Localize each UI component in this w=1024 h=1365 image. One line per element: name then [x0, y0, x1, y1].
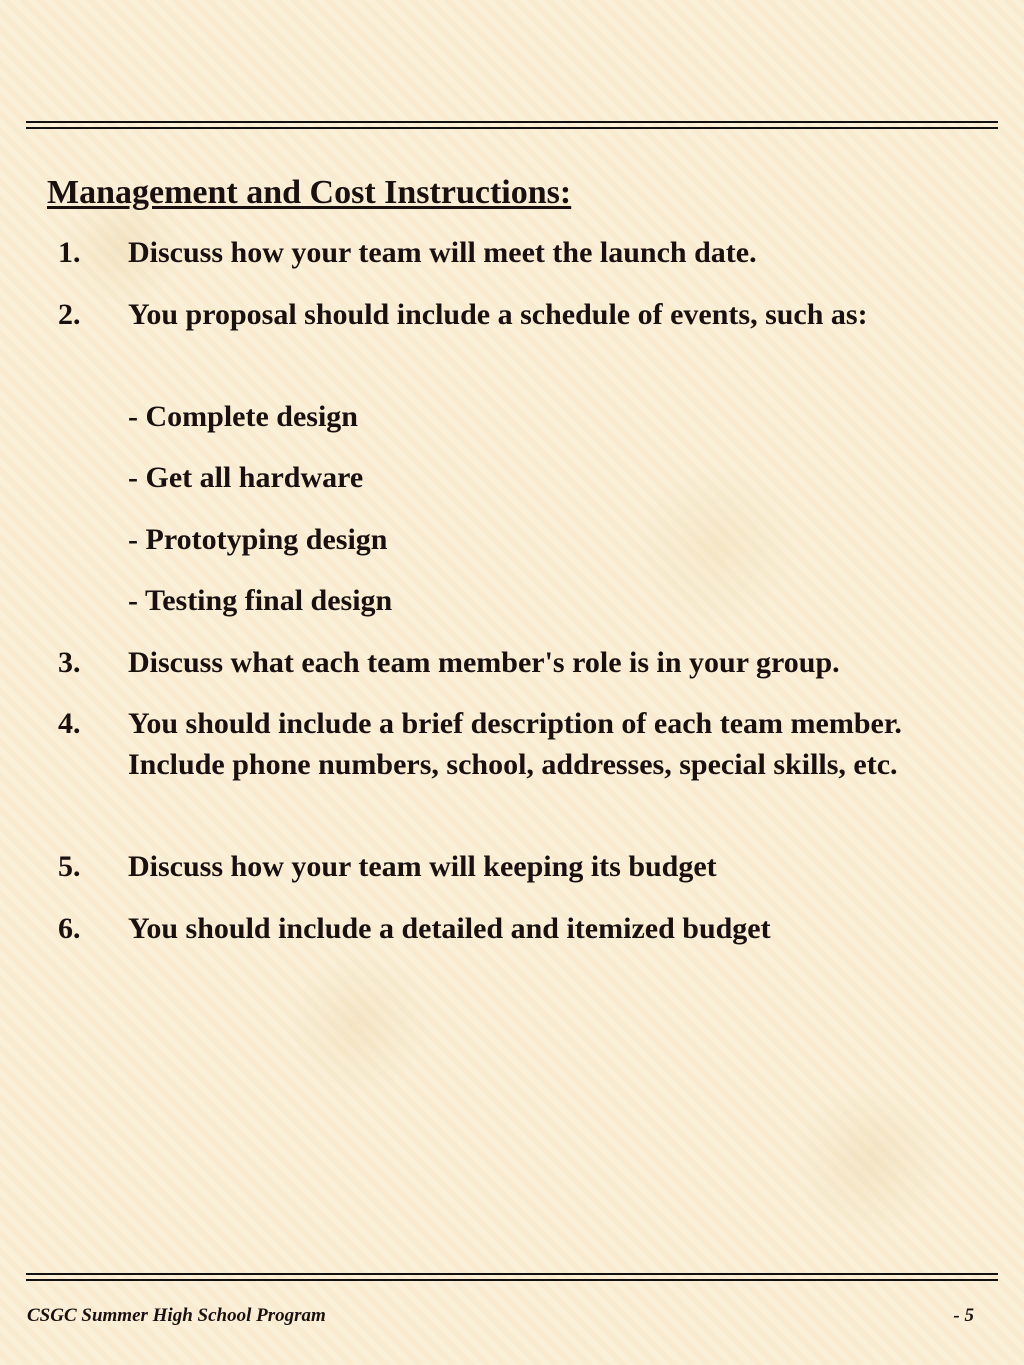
- schedule-item-prototyping: - Prototyping design: [128, 523, 388, 556]
- list-item-text: You proposal should include a schedule of events, such as:: [128, 298, 868, 331]
- list-item-number: 6.: [58, 912, 81, 945]
- list-item-number: 5.: [58, 850, 81, 883]
- schedule-item-complete-design: - Complete design: [128, 400, 358, 433]
- footer-page-number: - 5: [953, 1305, 974, 1326]
- list-item-number: 3.: [58, 646, 81, 679]
- schedule-item-get-hardware: - Get all hardware: [128, 461, 364, 494]
- footer-program-name: CSGC Summer High School Program: [27, 1305, 326, 1326]
- list-item-text: Discuss how your team will keeping its budget: [128, 850, 717, 883]
- list-item-number: 4.: [58, 707, 81, 740]
- list-item-number: 2.: [58, 298, 81, 331]
- top-divider: [26, 121, 998, 129]
- list-item-text: You should include a detailed and itemized budget: [128, 912, 771, 945]
- page-title: Management and Cost Instructions:: [47, 174, 572, 211]
- list-item-text: Discuss what each team member's role is in your group.: [128, 646, 840, 679]
- list-item-number: 1.: [58, 236, 81, 269]
- list-item-text: Discuss how your team will meet the launch date.: [128, 236, 757, 269]
- bottom-divider: [26, 1273, 998, 1281]
- list-item-text: You should include a brief description of each team member. Include phone numbers, school, addresses, special skills, etc.: [128, 707, 902, 781]
- schedule-item-testing: - Testing final design: [128, 584, 393, 617]
